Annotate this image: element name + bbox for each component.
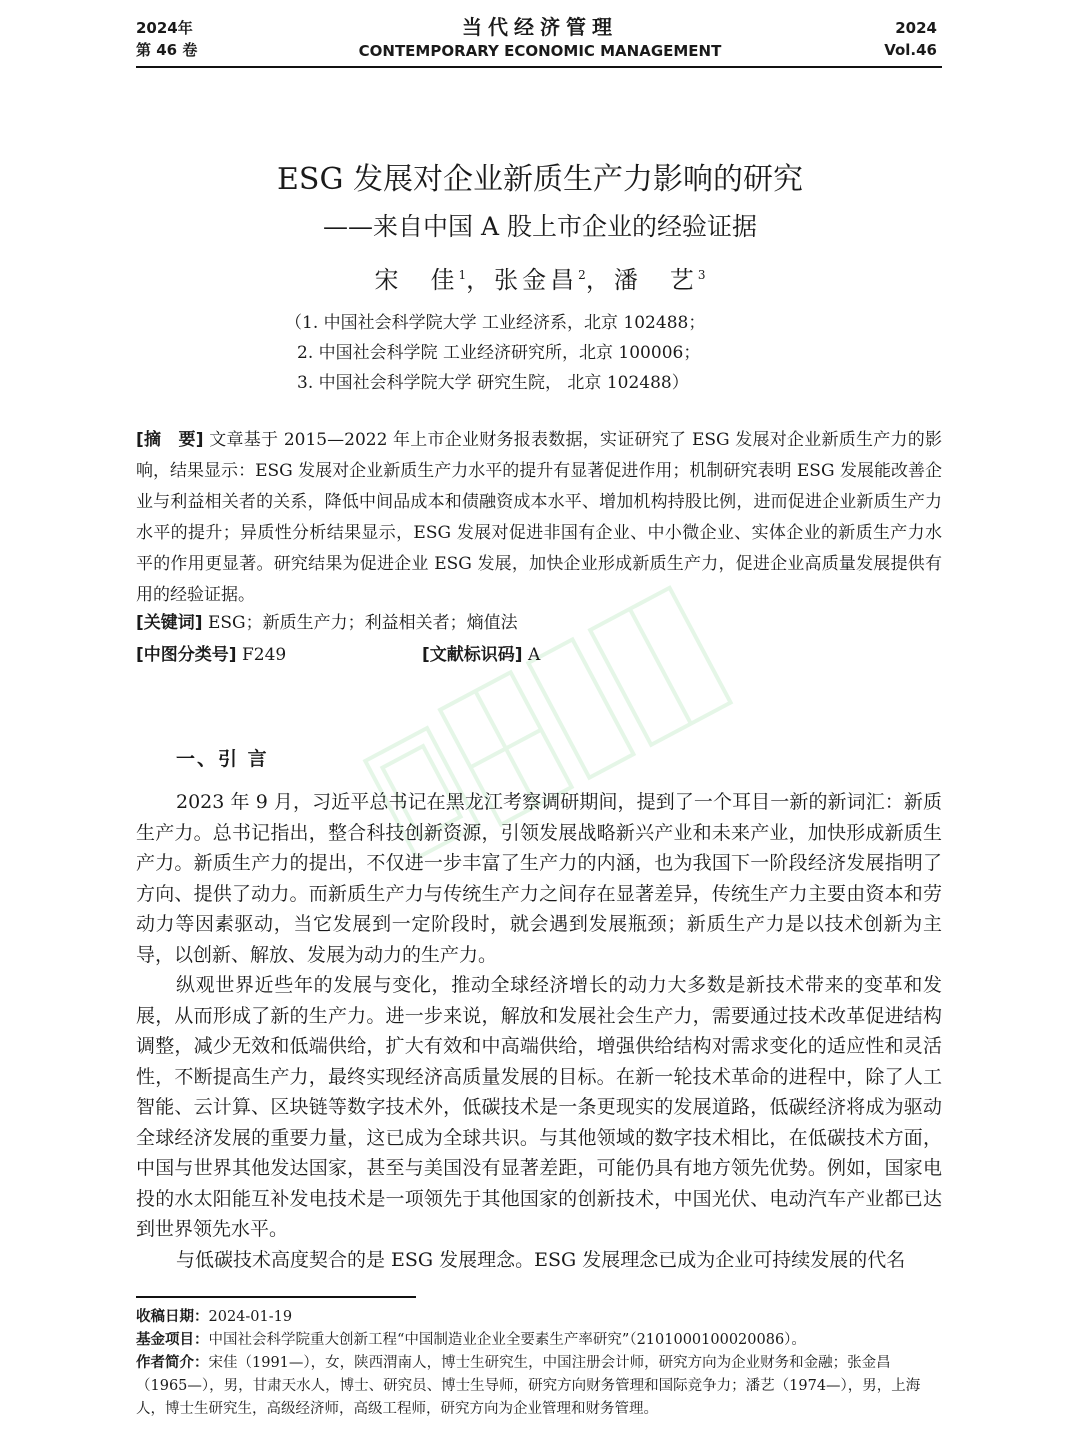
author-list — [0, 257, 1080, 298]
doc-code-text: A — [527, 645, 541, 665]
footnote-fund — [136, 1329, 942, 1352]
footnote-received — [136, 1306, 942, 1329]
affiliations — [285, 308, 845, 398]
fund-text: 中国社会科学院重大创新工程“中国制造业企业全要素生产率研究”（2101000100020086）。 — [208, 1332, 806, 1348]
header-left — [136, 17, 197, 61]
body-paragraph: 纵观世界近些年的发展与变化，推动全球经济增长的动力大多数是新技术带来的变革和发展，从而形成了新的生产力。进一步来说，解放和发展社会生产力，需要通过技术改革促进结构调整，减少无效和低端供给，扩大有效和中高端供给，增强供给结构对需求变化的适应性和灵活性，不断提高生产力，最终实现经济高质量发展的目标。在新一轮技术革命的进程中，除了人工智能、云计算、区块链等数字技术外，低碳技术是一条更现实的发展道路，低碳经济将成为驱动全球经济发展的重要力量，这已成为全球共识。与其他领域的数字技术相比，在低碳技术方面，中国与世界其他发达国家，甚至与美国没有显著差距，可能仍具有地方领先优势。例如，国家电投的水太阳能互补发电技术是一项领先于其他国家的创新技术，中国光伏、电动汽车产业都已达到世界领先水平。 — [136, 974, 942, 1240]
classification-label: [中图分类号] — [136, 645, 237, 665]
bio-text: 宋佳（1991—），女，陕西渭南人，博士生研究生，中国注册会计师，研究方向为企业财务和金融；张金昌（1965—），男，甘肃天水人，博士、研究员、博士生导师，研究方向财务管理和国际竞争力；潘艺（1974—），男，上海人，博士生研究生，高级经济师，高级工程师，研究方向为企业管理和财务管理。 — [136, 1355, 921, 1417]
body-paragraph: 2023 年 9 月，习近平总书记在黑龙江考察调研期间，提到了一个耳目一新的新词汇：新质生产力。总书记指出，整合科技创新资源，引领发展战略新兴产业和未来产业，加快形成新质生产力。新质生产力的提出，不仅进一步丰富了生产力的内涵，也为我国下一阶段经济发展指明了方向、提供了动力。而新质生产力与传统生产力之间存在显著差异，传统生产力主要由资本和劳动力等因素驱动，当它发展到一定阶段时，就会遇到发展瓶颈；新质生产力是以技术创新为主导，以创新、解放、发展为动力的生产力。 — [136, 791, 942, 966]
footnote-rule — [136, 1296, 416, 1298]
doc-code-label: [文献标识码] — [422, 645, 523, 665]
classification-text: F249 — [241, 645, 287, 665]
body-text — [136, 787, 942, 1275]
affiliation-line: 3. 中国社会科学院大学 研究生院， 北京 102488） — [297, 373, 689, 393]
footnote-bio — [136, 1352, 942, 1421]
author-affil-mark: 1 — [458, 268, 467, 282]
header-volume-right: Vol.46 — [884, 41, 937, 59]
abstract — [136, 425, 942, 611]
header-rule — [136, 66, 942, 68]
paper-title: ESG 发展对企业新质生产力影响的研究 — [277, 162, 803, 197]
paper-subtitle: ——来自中国 A 股上市企业的经验证据 — [323, 212, 757, 241]
affiliation-line: 2. 中国社会科学院 工业经济研究所，北京 100006； — [297, 343, 701, 363]
doc-code — [422, 641, 540, 669]
header-volume: 第 46 卷 — [136, 41, 198, 59]
keywords-label: [关键词] — [136, 613, 203, 633]
body-paragraph: 与低碳技术高度契合的是 ESG 发展理念。ESG 发展理念已成为企业可持续发展的代名 — [176, 1248, 906, 1271]
abstract-text: 文章基于 2015—2022 年上市企业财务报表数据，实证研究了 ESG 发展对企业新质生产力的影响，结果显示：ESG 发展对企业新质生产力水平的提升有显著促进作用；机制研究表明 ESG 发展能改善企业与利益相关者的关系，降低中间品成本和债融资成本水平、增加机构持股比例，进而促进企业新质生产力水平的提升；异质性分析结果显示，ESG 发展对促进非国有企业、中小微企业、实体企业的新质生产力水平的作用更显著。研究结果为促进企业 ESG 发展，加快企业形成新质生产力，促进企业高质量发展提供有用的经验证据。 — [136, 430, 942, 605]
journal-name-cn: 当代经济管理 — [462, 15, 618, 39]
author-name: 潘 艺 — [613, 266, 698, 294]
author-separator: ， — [585, 266, 614, 294]
author-name: 宋 佳 — [374, 266, 459, 294]
header-year: 2024年 — [136, 19, 193, 37]
received-text: 2024-01-19 — [208, 1309, 293, 1325]
header-right — [884, 17, 937, 61]
received-label: 收稿日期： — [136, 1309, 209, 1325]
fund-label: 基金项目： — [136, 1332, 209, 1348]
author-affil-mark: 3 — [697, 268, 706, 282]
header-journal — [300, 14, 780, 62]
bio-label: 作者简介： — [136, 1355, 209, 1371]
author-separator: ， — [466, 266, 495, 294]
classification-row — [136, 641, 942, 669]
author-affil-mark: 2 — [578, 268, 586, 282]
abstract-label: [摘 要] — [136, 430, 204, 450]
footnotes — [136, 1306, 942, 1421]
section-heading: 一、引 言 — [176, 748, 269, 770]
keywords-text: ESG；新质生产力；利益相关者；熵值法 — [207, 613, 518, 633]
affiliation-line: （1. 中国社会科学院大学 工业经济系，北京 102488； — [285, 313, 706, 333]
journal-name-en: CONTEMPORARY ECONOMIC MANAGEMENT — [358, 42, 722, 60]
header-year-right: 2024 — [895, 19, 937, 37]
author-name: 张金昌 — [494, 266, 579, 294]
keywords-row — [136, 609, 942, 637]
